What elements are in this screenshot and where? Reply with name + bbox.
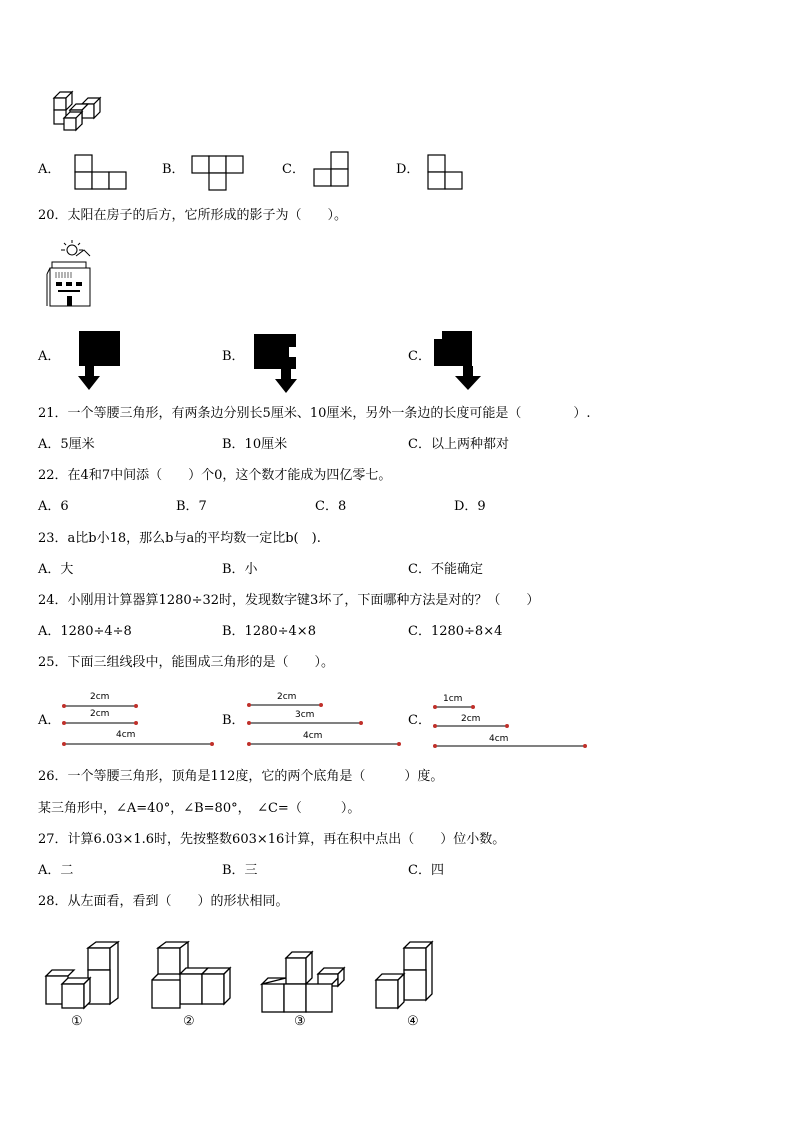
q25-option-c-label[interactable]: C．	[408, 713, 431, 728]
q22-option-a[interactable]: A．6	[38, 499, 69, 514]
question-25: 25．下面三组线段中，能围成三角形的是（ ）。	[38, 655, 335, 670]
question-27: 27．计算6.03×1.6时，先按整数603×16计算，再在积中点出（ ）位小数。	[38, 832, 506, 847]
segment-label: 2cm	[461, 714, 481, 724]
figure-label-2[interactable]: ②	[183, 1014, 195, 1029]
segment-label: 1cm	[443, 694, 463, 704]
segment-label: 4cm	[303, 731, 323, 741]
segment-label: 2cm	[90, 709, 110, 719]
option-c-label[interactable]: C．	[282, 162, 305, 177]
cube-figure-3	[258, 950, 354, 1014]
figure-label-1[interactable]: ①	[71, 1014, 83, 1029]
question-26: 26．一个等腰三角形，顶角是112度，它的两个底角是（ ）度。	[38, 769, 444, 784]
question-20: 20．太阳在房子的后方，它所形成的影子为（ ）。	[38, 208, 348, 223]
question-26-part-2: 某三角形中，∠A=40°，∠B=80°， ∠C=（ ）。	[38, 801, 361, 816]
option-d-label[interactable]: D．	[396, 162, 420, 177]
q27-option-a[interactable]: A．二	[38, 863, 74, 878]
segment-label: 4cm	[116, 730, 136, 740]
q27-option-c[interactable]: C．四	[408, 863, 444, 878]
figure-label-4[interactable]: ④	[407, 1014, 419, 1029]
cube-figure-4	[372, 940, 438, 1014]
segment-label: 2cm	[277, 692, 297, 702]
q25-option-a-label[interactable]: A．	[38, 713, 61, 728]
segment-label: 2cm	[90, 692, 110, 702]
q20-option-b-shadow[interactable]	[253, 333, 299, 395]
q22-option-c[interactable]: C．8	[315, 499, 347, 514]
option-b-view[interactable]	[191, 155, 245, 191]
q25-group-c[interactable]	[433, 694, 591, 754]
option-a-label[interactable]: A．	[38, 162, 61, 177]
cube-stack-figure	[50, 84, 114, 132]
q20-option-b-label[interactable]: B．	[222, 349, 245, 364]
house-with-sun-figure	[46, 238, 98, 308]
q20-option-a-label[interactable]: A．	[38, 349, 61, 364]
question-28: 28．从左面看，看到（ ）的形状相同。	[38, 894, 289, 909]
option-b-label[interactable]: B．	[162, 162, 185, 177]
q25-option-b-label[interactable]: B．	[222, 713, 245, 728]
cube-figure-2	[150, 940, 238, 1012]
option-c-view[interactable]	[313, 151, 351, 189]
question-22: 22．在4和7中间添（ ）个0，这个数才能成为四亿零七。	[38, 468, 392, 483]
q20-option-c-label[interactable]: C．	[408, 349, 431, 364]
figure-label-3[interactable]: ③	[294, 1014, 306, 1029]
q27-option-b[interactable]: B．三	[222, 863, 258, 878]
q24-option-a[interactable]: A．1280÷4÷8	[38, 624, 132, 639]
segment-label: 4cm	[489, 734, 509, 744]
q24-option-c[interactable]: C．1280÷8×4	[408, 624, 503, 639]
cube-figure-1	[42, 940, 122, 1012]
q25-group-b[interactable]	[247, 691, 407, 751]
q20-option-c-shadow[interactable]	[433, 330, 483, 392]
q21-option-b[interactable]: B．10厘米	[222, 437, 288, 452]
question-24: 24．小刚用计算器算1280÷32时，发现数字键3坏了，下面哪种方法是对的？（ ）	[38, 593, 540, 608]
q24-option-b[interactable]: B．1280÷4×8	[222, 624, 316, 639]
option-d-view[interactable]	[427, 154, 465, 192]
segment-label: 3cm	[295, 710, 315, 720]
q22-option-b[interactable]: B．7	[176, 499, 207, 514]
q25-group-a[interactable]	[62, 692, 218, 752]
q21-option-c[interactable]: C．以上两种都对	[408, 437, 509, 452]
q21-option-a[interactable]: A．5厘米	[38, 437, 95, 452]
question-21: 21．一个等腰三角形，有两条边分别长5厘米、10厘米，另外一条边的长度可能是（ ）.	[38, 406, 591, 421]
q23-option-a[interactable]: A．大	[38, 562, 74, 577]
q23-option-c[interactable]: C．不能确定	[408, 562, 483, 577]
q20-option-a-shadow[interactable]	[78, 330, 122, 392]
option-a-view[interactable]	[74, 154, 128, 190]
q22-option-d[interactable]: D．9	[454, 499, 486, 514]
question-23: 23．a比b小18，那么b与a的平均数一定比b( ).	[38, 531, 321, 546]
q23-option-b[interactable]: B．小	[222, 562, 258, 577]
